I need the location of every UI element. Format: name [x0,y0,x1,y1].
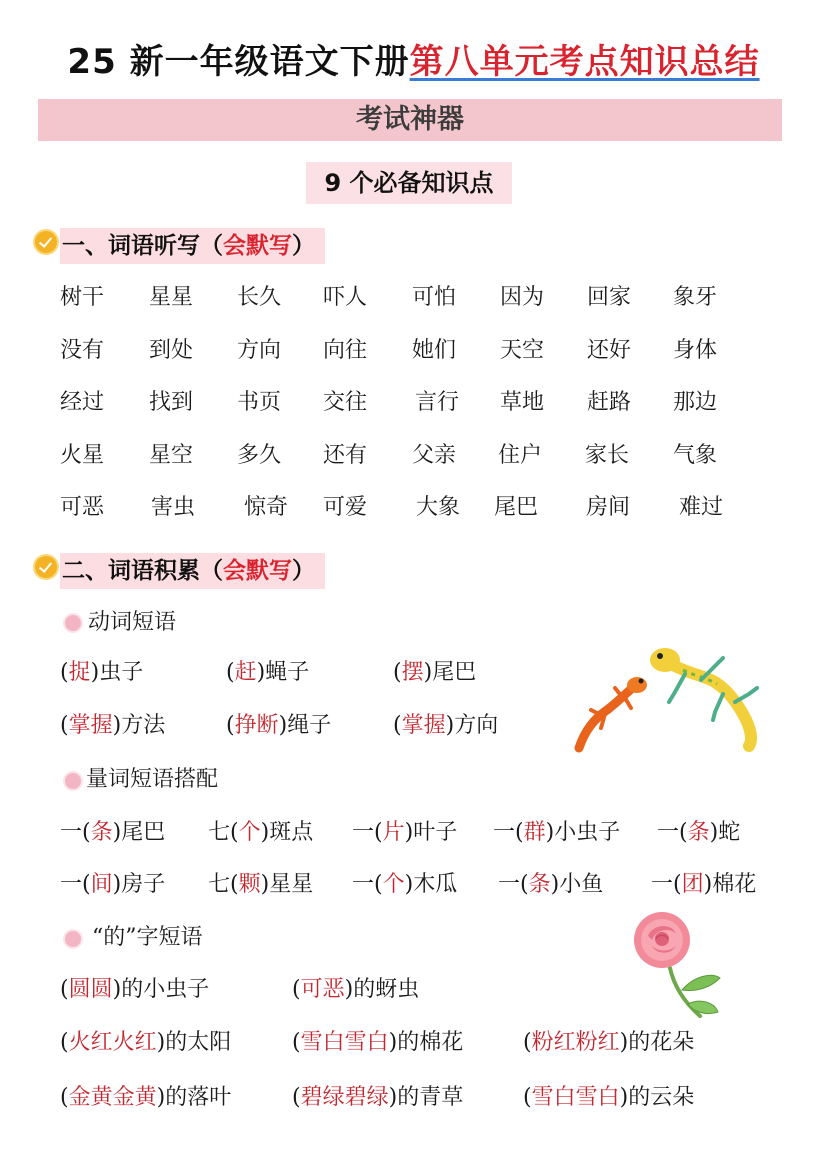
de-phrases-label: “的”字短语 [92,925,203,950]
banner: 考试神器 [38,99,782,141]
pink-dot-icon [63,613,83,633]
word: 害虫 [151,495,196,520]
measure-phrase: 一(条)尾巴 [60,820,166,845]
word: 星空 [149,442,194,468]
word: 大象 [416,495,461,520]
word: 回家 [587,285,632,310]
word: 天空 [500,337,545,363]
answer: 可恶 [300,977,345,1002]
de-phrase: (雪白雪白)的棉花 [292,1030,464,1055]
word: 因为 [500,285,545,310]
answer: 群 [523,820,546,845]
answer: 间 [90,872,113,897]
subtitle: 9 个必备知识点 [306,162,512,204]
word: 她们 [412,337,457,363]
word: 树干 [60,285,105,310]
word: 经过 [60,390,105,415]
word: 到处 [149,337,194,363]
measure-phrases-label: 量词短语搭配 [86,767,219,792]
word: 没有 [60,337,105,363]
verb-phrase: (掌握)方向 [393,713,499,738]
answer: 个 [382,872,405,897]
answer: 挣断 [234,713,279,738]
measure-phrase: 一(条)蛇 [657,820,741,845]
pink-dot-icon [63,929,83,949]
measure-phrase: 一(片)叶子 [352,820,458,845]
rose-illustration [622,906,732,1021]
answer: 雪白雪白 [300,1030,389,1055]
word: 吓人 [323,285,368,310]
word: 草地 [500,390,545,415]
measure-phrase: 一(团)棉花 [651,872,757,897]
answer: 金黄金黄 [68,1085,157,1110]
orange-lizard [579,677,647,748]
word: 惊奇 [244,495,289,520]
word: 星星 [149,285,194,310]
word-row [60,331,780,384]
de-phrase: (金黄金黄)的落叶 [60,1085,232,1110]
answer: 团 [681,872,704,897]
answer: 粉红粉红 [531,1030,620,1055]
answer: 掌握 [401,713,446,738]
de-phrase: (可恶)的蚜虫 [292,977,420,1002]
word: 身体 [673,337,718,363]
page-title [0,38,827,86]
section1-heading [60,228,325,264]
answer: 捉 [68,660,91,685]
measure-phrase: 一(个)木瓜 [352,872,458,897]
answer: 片 [382,820,405,845]
word: 书页 [237,390,282,415]
section1-heading-red: 会默写 [223,233,292,259]
word: 交往 [323,390,368,415]
answer: 颗 [238,872,261,897]
lizard-illustration [565,630,770,755]
word: 象牙 [673,285,718,310]
word: 父亲 [412,442,457,468]
section2-heading-suffix: ） [292,558,315,584]
word: 还有 [323,442,368,468]
title-grade: 25 新一年级语文下册 [67,42,410,82]
verb-phrase: (挣断)绳子 [226,713,332,738]
word: 多久 [237,442,282,468]
word: 找到 [149,390,194,415]
word: 可爱 [323,495,368,520]
answer: 个 [238,820,261,845]
measure-phrase: 一(群)小虫子 [493,820,621,845]
title-unit: 第八单元考点知识总结 [409,42,760,82]
word: 可怕 [412,285,457,310]
checkmark-badge-icon [35,556,57,578]
word: 还好 [587,337,632,363]
word: 尾巴 [494,495,539,520]
section1-heading-prefix: 一、词语听写（ [62,233,223,259]
word-row [60,488,780,541]
verb-phrase: (摆)尾巴 [393,660,477,685]
answer: 条 [90,820,113,845]
answer: 雪白雪白 [531,1085,620,1110]
word: 言行 [415,390,460,415]
answer: 火红火红 [68,1030,157,1055]
word: 气象 [673,442,718,468]
word: 向往 [323,337,368,363]
measure-phrase: 一(间)房子 [60,872,166,897]
word: 房间 [586,495,631,520]
green-lizard [650,648,757,746]
answer: 圆圆 [68,977,113,1002]
verb-phrase: (捉)虫子 [60,660,144,685]
answer: 掌握 [68,713,113,738]
measure-phrase: 一(条)小鱼 [498,872,604,897]
answer: 条 [687,820,710,845]
answer: 碧绿碧绿 [300,1085,389,1110]
answer: 赶 [234,660,257,685]
measure-phrase: 七(个)斑点 [208,820,314,845]
section2-heading-prefix: 二、词语积累（ [62,558,223,584]
word: 赶路 [587,390,632,415]
word: 那边 [673,390,718,415]
answer: 摆 [401,660,424,685]
de-phrase: (碧绿碧绿)的青草 [292,1085,464,1110]
answer: 条 [528,872,551,897]
verb-phrase: (赶)蝇子 [226,660,310,685]
section1-heading-suffix: ） [292,233,315,259]
word: 难过 [679,495,724,520]
word-row [60,278,780,331]
word-row [60,383,780,436]
word: 家长 [585,442,630,468]
word: 可恶 [60,495,105,520]
section2-heading-red: 会默写 [223,558,292,584]
word: 长久 [237,285,282,310]
pink-dot-icon [63,771,83,791]
word: 火星 [60,442,105,468]
word-row [60,436,780,489]
checkmark-badge-icon [35,231,57,253]
de-phrase: (圆圆)的小虫子 [60,977,210,1002]
word: 方向 [237,337,282,363]
word-grid [60,278,780,541]
section2-heading [60,553,325,589]
verb-phrases-label: 动词短语 [88,610,177,635]
verb-phrase: (掌握)方法 [60,713,166,738]
de-phrase: (火红火红)的太阳 [60,1030,232,1055]
word: 住户 [498,442,543,468]
measure-phrase: 七(颗)星星 [208,872,314,897]
de-phrase: (雪白雪白)的云朵 [523,1085,695,1110]
de-phrase: (粉红粉红)的花朵 [523,1030,695,1055]
